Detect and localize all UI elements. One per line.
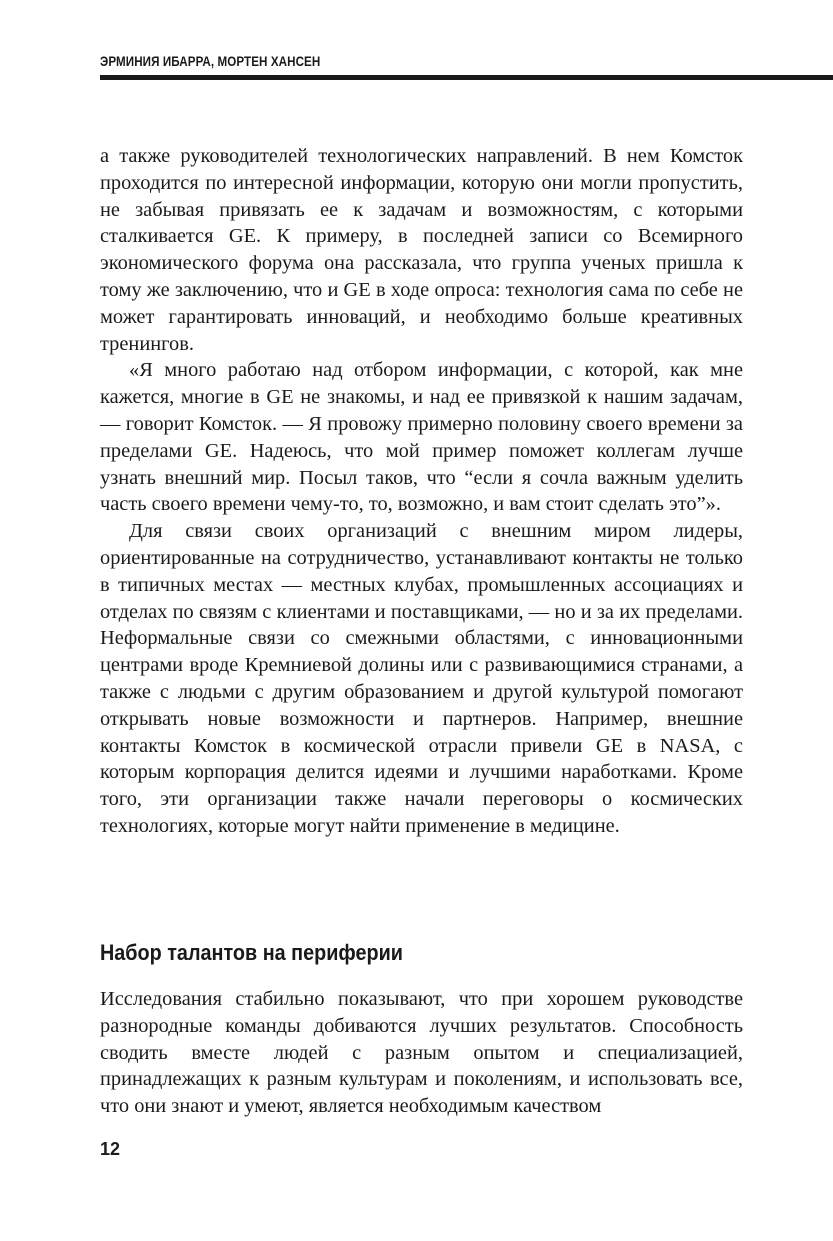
paragraph-1: а также руководителей технологических направлений. В нем Комсток проходится по интересной информации, которую они могли пропустить, не забывая привязать ее к задачам и возможностям, с которыми сталкивается GE. К примеру, в последней записи со Всемирного экономического форума она рассказала, что группа ученых пришла к тому же заключению, что и GE в ходе опроса: технология сама по себе не может гарантировать инноваций, и необходимо больше креативных тренингов. — [100, 145, 743, 355]
section-paragraph: Исследования стабильно показывают, что при хорошем руководстве разнородные команды добиваются лучших результатов. Способность сводить вместе людей с разным опытом и специализацией, принадлежащих к разным культурам и поколениям, и использовать все, что они знают и умеют, является необходимым качеством — [100, 988, 743, 1118]
body-text — [100, 143, 743, 840]
header-rule — [100, 75, 833, 80]
paragraph-3: Для связи своих организаций с внешним миром лидеры, ориентированные на сотрудничество, устанавливают контакты не только в типичных местах — местных клубах, промышленных ассоциациях и отделах по связям с клиентами и поставщиками, — но и за их пределами. Неформальные связи со смежными областями, с инновационными центрами вроде Кремниевой долины или с развивающимися странами, а также с людьми с другим образованием и другой культурой помогают открывать новые возможности и партнеров. Например, внешние контакты Комсток в космической отрасли привели GE в NASA, с которым корпорация делится идеями и лучшими наработками. Кроме того, эти организации также начали переговоры о космических технологиях, которые могут найти применение в медицине. — [100, 520, 743, 837]
page-number: 12 — [100, 1139, 121, 1159]
paragraph-2: «Я много работаю над отбором информации, с которой, как мне кажется, многие в GE не знакомы, и над ее привязкой к нашим задачам, — говорит Комсток. — Я провожу примерно половину своего времени за пределами GE. Надеюсь, что мой пример поможет коллегам лучше узнать внешний мир. Посыл таков, что “если я сочла важным уделить часть своего времени чему-то, то, возможно, и вам стоит сделать это”». — [100, 359, 743, 516]
section-body — [100, 986, 743, 1120]
running-head: ЭРМИНИЯ ИБАРРА, МОРТЕН ХАНСЕН — [100, 54, 321, 69]
section-heading: Набор талантов на периферии — [100, 940, 403, 965]
